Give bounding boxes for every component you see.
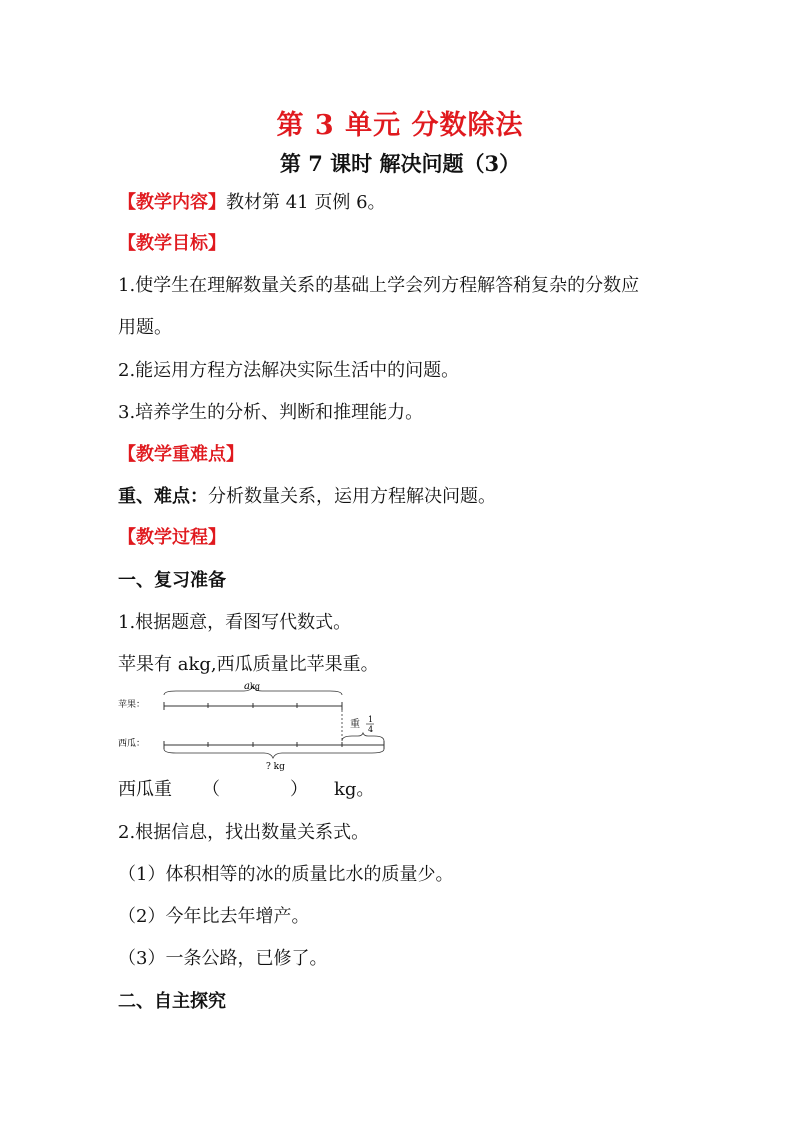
key-points-key-label: 重、难点： bbox=[118, 486, 208, 507]
objective-2: 2.能运用方程方法解决实际生活中的问题。 bbox=[118, 360, 460, 381]
answer-label: 西瓜重 bbox=[118, 779, 172, 800]
teaching-content-line bbox=[118, 191, 386, 215]
lesson-subtitle: 第 7 课时 解决问题（3） bbox=[279, 151, 521, 176]
watermelon-label: 西瓜： bbox=[118, 739, 146, 749]
line-segment-diagram bbox=[116, 680, 396, 772]
objective-3: 3.培养学生的分析、判断和推理能力。 bbox=[118, 402, 424, 423]
teaching-content-label: 【教学内容】 bbox=[118, 192, 226, 213]
key-points-label: 【教学重难点】 bbox=[118, 444, 244, 465]
question-2-1: （1）体积相等的冰的质量比水的质量少。 bbox=[118, 864, 454, 885]
heavier-label: 重 bbox=[350, 719, 360, 730]
objective-1-line-2: 用题。 bbox=[118, 317, 172, 338]
question-2-3: （3）一条公路，已修了。 bbox=[118, 948, 328, 969]
teaching-process-label: 【教学过程】 bbox=[118, 527, 226, 548]
unknown-quantity: ? kg bbox=[266, 762, 285, 772]
fraction-numerator: 1 bbox=[368, 715, 374, 724]
answer-close-paren: ） bbox=[290, 779, 308, 800]
key-points-text: 分析数量关系，运用方程解决问题。 bbox=[208, 486, 496, 507]
fraction-denominator: 4 bbox=[368, 725, 374, 734]
teaching-content-text: 教材第 41 页例 6。 bbox=[226, 192, 386, 213]
watermelon-bottom-brace bbox=[164, 749, 384, 758]
key-points-line bbox=[118, 485, 496, 509]
answer-unit: kg。 bbox=[334, 779, 375, 800]
apple-quantity: akg bbox=[244, 681, 260, 692]
question-1: 1.根据题意，看图写代数式。 bbox=[118, 612, 352, 633]
answer-line bbox=[118, 778, 374, 802]
apple-label: 苹果： bbox=[118, 700, 146, 710]
answer-open-paren: （ bbox=[202, 779, 220, 800]
unit-title: 第 3 单元 分数除法 bbox=[276, 110, 524, 141]
question-2: 2.根据信息，找出数量关系式。 bbox=[118, 822, 370, 843]
objective-1-line-1: 1.使学生在理解数量关系的基础上学会列方程解答稍复杂的分数应 bbox=[118, 275, 640, 296]
section-1-heading: 一、复习准备 bbox=[118, 570, 226, 591]
extra-brace bbox=[342, 733, 384, 741]
question-2-2: （2）今年比去年增产。 bbox=[118, 906, 310, 927]
question-1-statement: 苹果有 akg,西瓜质量比苹果重。 bbox=[118, 654, 379, 675]
section-2-heading: 二、自主探究 bbox=[118, 991, 226, 1012]
teaching-objectives-label: 【教学目标】 bbox=[118, 233, 226, 254]
